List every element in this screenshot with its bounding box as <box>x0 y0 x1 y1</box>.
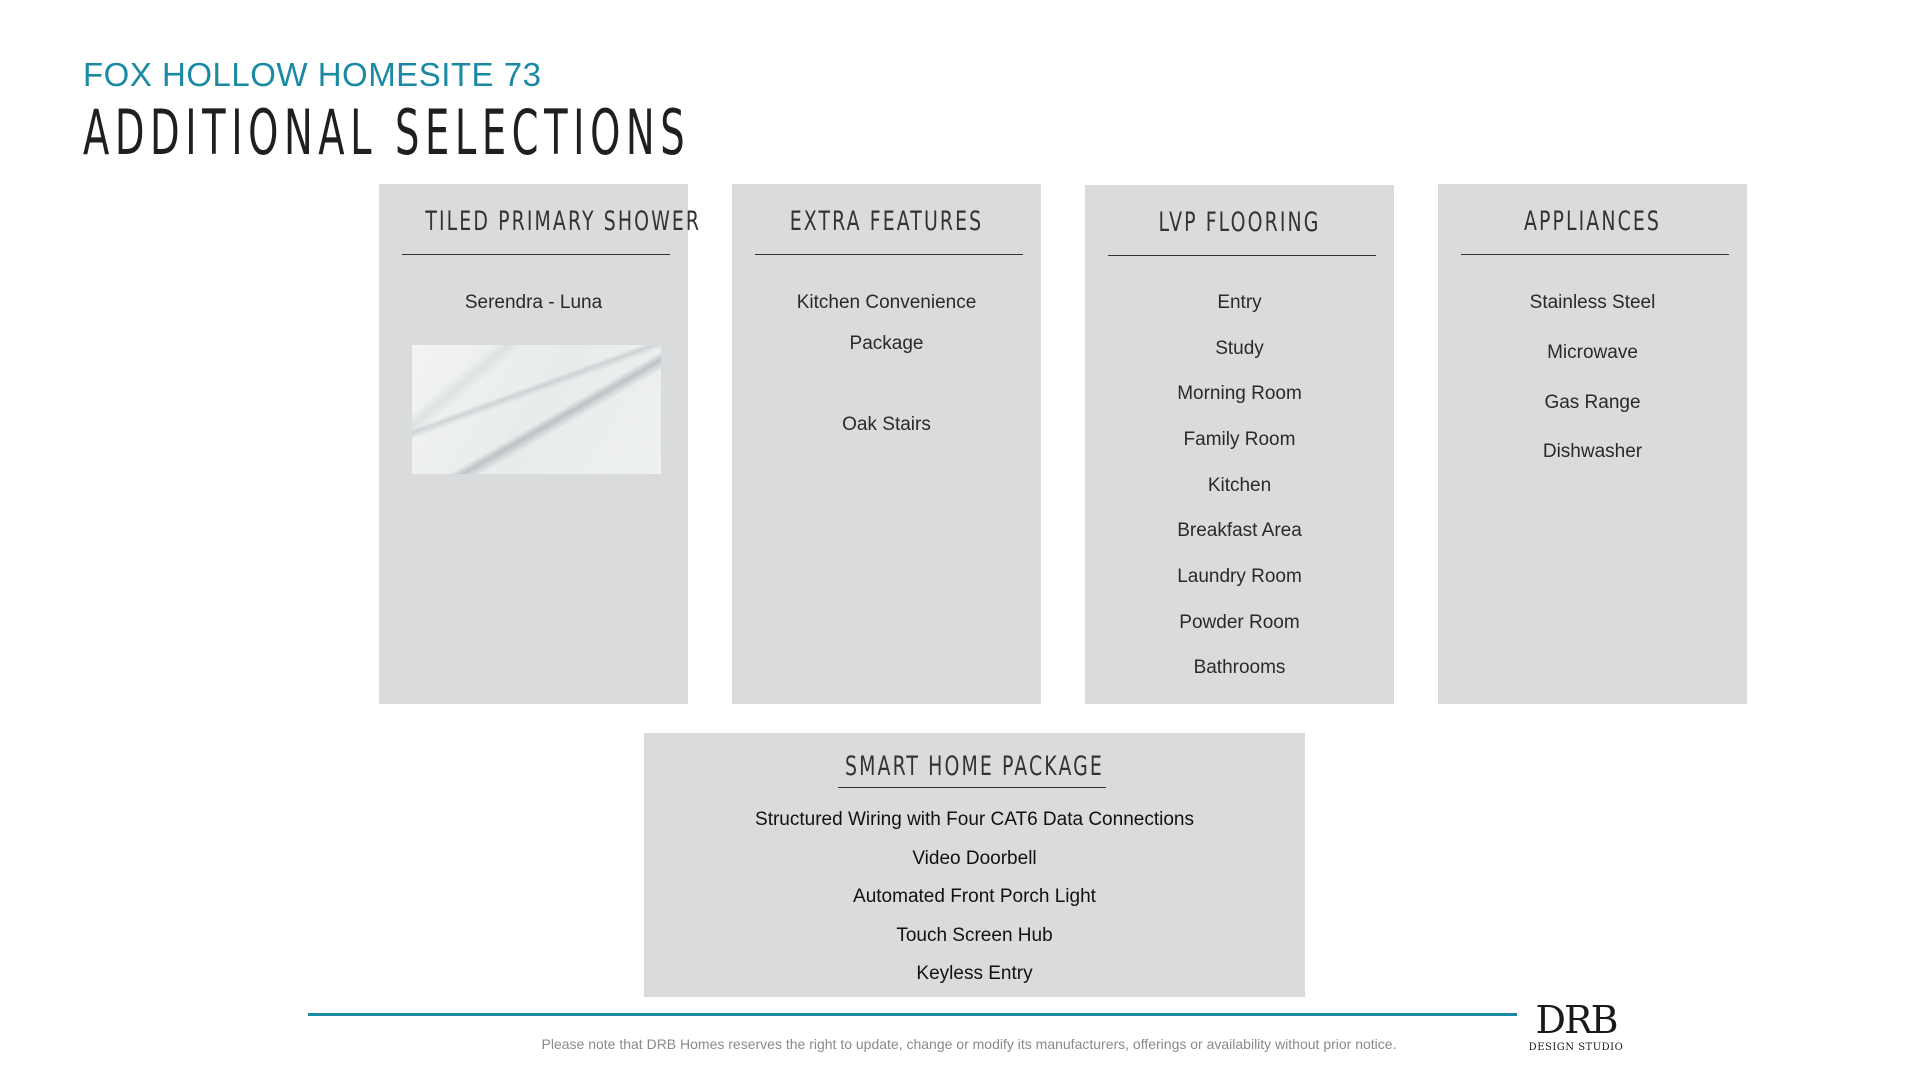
divider <box>838 787 1106 788</box>
list-item: Kitchen <box>1207 475 1272 496</box>
card-smart-home-package <box>644 733 1305 997</box>
list-item: Family Room <box>1183 429 1296 450</box>
card-appliances <box>1438 184 1747 704</box>
list-item: Dishwasher <box>1542 441 1643 462</box>
card-title: SMART HOME PACKAGE <box>845 751 1104 782</box>
list-item: Serendra - Luna <box>464 292 603 313</box>
card-header <box>732 184 1041 255</box>
card-title: EXTRA FEATURES <box>789 206 984 237</box>
card-title: LVP FLOORING <box>1158 207 1321 238</box>
drb-design-studio-logo <box>1528 998 1624 1057</box>
list-item: Package <box>849 333 924 354</box>
divider <box>402 254 670 255</box>
card-title: APPLIANCES <box>1523 206 1662 237</box>
divider <box>1108 255 1376 256</box>
card-extra-features <box>732 184 1041 704</box>
list-item: Bathrooms <box>1193 657 1286 678</box>
list-item: Structured Wiring with Four CAT6 Data Connections <box>755 809 1194 830</box>
list-item: Gas Range <box>1544 392 1641 413</box>
list-item: Breakfast Area <box>1177 520 1302 541</box>
logo-mark: DRB <box>1535 998 1617 1042</box>
card-header <box>1438 184 1747 255</box>
card-header <box>379 184 702 255</box>
list-item: Oak Stairs <box>842 414 931 435</box>
list-item: Kitchen Convenience <box>796 292 977 313</box>
card-header <box>1085 185 1394 256</box>
card-title: TILED PRIMARY SHOWER <box>425 206 702 237</box>
footer-divider <box>308 1013 1517 1016</box>
divider <box>755 254 1023 255</box>
card-lvp-flooring <box>1085 185 1394 704</box>
list-item: Video Doorbell <box>912 848 1037 869</box>
list-item: Stainless Steel <box>1529 292 1656 313</box>
logo-subtitle: DESIGN STUDIO <box>1528 1042 1624 1053</box>
page-subtitle: FOX HOLLOW HOMESITE 73 <box>83 56 542 93</box>
list-item: Automated Front Porch Light <box>853 886 1096 907</box>
list-item: Study <box>1215 338 1264 359</box>
disclaimer-text: Please note that DRB Homes reserves the right to update, change or modify its manufacturers, offerings or availability without prior notice. <box>541 1036 1397 1052</box>
list-item: Entry <box>1217 292 1262 313</box>
list-item: Keyless Entry <box>916 963 1033 984</box>
page-title: ADDITIONAL SELECTIONS <box>83 96 691 169</box>
list-item: Laundry Room <box>1177 566 1302 587</box>
list-item: Powder Room <box>1179 612 1300 633</box>
list-item: Morning Room <box>1177 383 1302 404</box>
list-item: Touch Screen Hub <box>896 925 1053 946</box>
list-item: Microwave <box>1547 342 1638 363</box>
divider <box>1461 254 1729 255</box>
marble-tile-swatch <box>412 345 661 474</box>
card-tiled-primary-shower <box>379 184 702 704</box>
